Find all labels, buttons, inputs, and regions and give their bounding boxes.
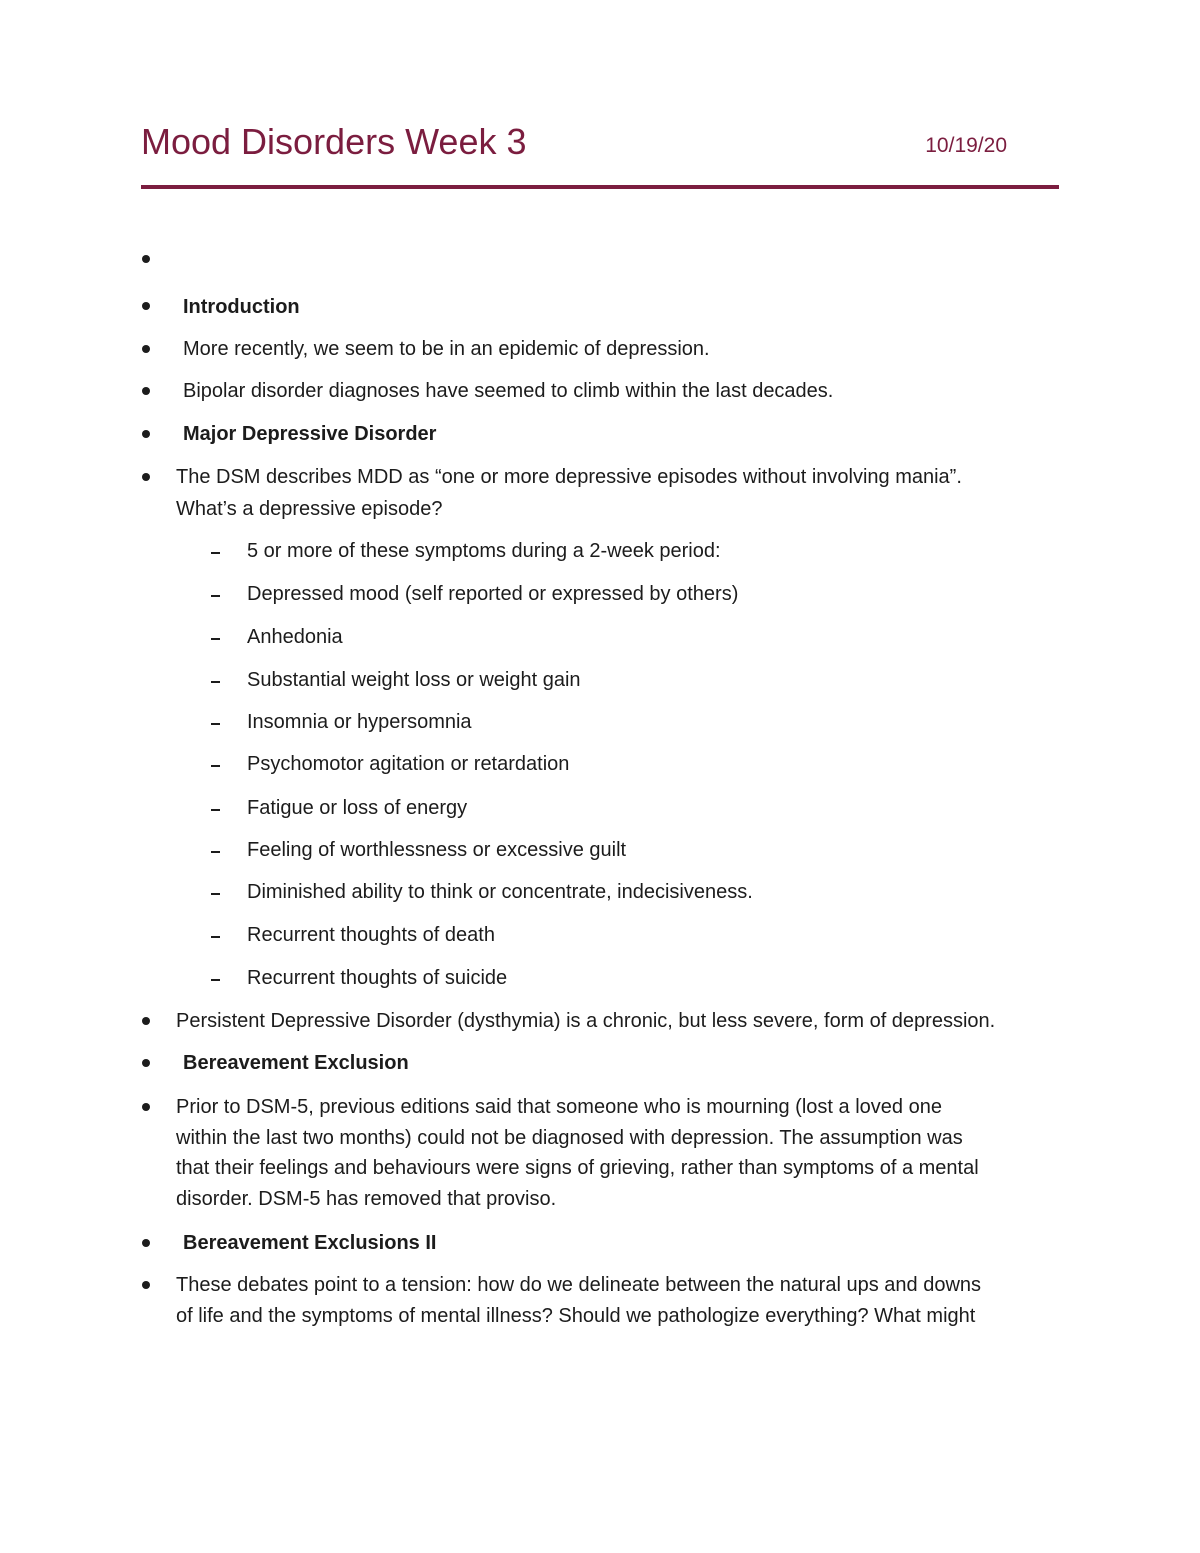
list-item-text-line: These debates point to a tension: how do we delineate between the natural ups and downs	[176, 1274, 982, 1296]
bullet-icon	[142, 1017, 150, 1025]
dash-icon	[211, 979, 220, 981]
symptom-text: 5 or more of these symptoms during a 2-week period:	[247, 540, 721, 562]
symptom-text: Recurrent thoughts of suicide	[247, 967, 508, 989]
symptom-text: Depressed mood (self reported or expressed by others)	[247, 583, 739, 605]
list-item-text-line: of life and the symptoms of mental illness? Should we pathologize everything? What might	[176, 1305, 976, 1327]
symptom-text: Fatigue or loss of energy	[247, 797, 468, 819]
symptom-text: Feeling of worthlessness or excessive guilt	[247, 839, 627, 861]
section-heading-introduction: Introduction	[183, 296, 300, 318]
list-item-text-line: within the last two months) could not be diagnosed with depression. The assumption was	[176, 1127, 963, 1149]
bullet-icon	[142, 302, 150, 310]
symptom-text: Recurrent thoughts of death	[247, 924, 495, 946]
bullet-icon	[142, 473, 150, 481]
dash-icon	[211, 723, 220, 725]
bullet-icon	[142, 255, 150, 263]
bullet-icon	[142, 345, 150, 353]
section-heading-bereavement-ii: Bereavement Exclusions II	[183, 1232, 437, 1254]
document-header	[141, 118, 1059, 168]
list-item-text-line: The DSM describes MDD as “one or more depressive episodes without involving mania”.	[176, 466, 962, 488]
dash-icon	[211, 936, 220, 938]
dash-icon	[211, 851, 220, 853]
dash-icon	[211, 765, 220, 767]
page-title: Mood Disorders Week 3	[141, 121, 527, 162]
symptom-text: Anhedonia	[247, 626, 343, 648]
bullet-icon	[142, 1239, 150, 1247]
list-item-text-line: Prior to DSM-5, previous editions said that someone who is mourning (lost a loved one	[176, 1096, 942, 1118]
dash-icon	[211, 893, 220, 895]
dash-icon	[211, 809, 220, 811]
dash-icon	[211, 638, 220, 640]
list-item-text: More recently, we seem to be in an epidemic of depression.	[183, 338, 710, 360]
symptom-text: Substantial weight loss or weight gain	[247, 669, 581, 691]
bullet-icon	[142, 1059, 150, 1067]
bullet-icon	[142, 1103, 150, 1111]
document-date: 10/19/20	[925, 134, 1007, 157]
symptom-text: Diminished ability to think or concentrate, indecisiveness.	[247, 881, 753, 903]
bullet-icon	[142, 1281, 150, 1289]
section-heading-bereavement: Bereavement Exclusion	[183, 1052, 409, 1074]
dash-icon	[211, 595, 220, 597]
symptom-text: Insomnia or hypersomnia	[247, 711, 472, 733]
list-item-text-line: disorder. DSM-5 has removed that proviso.	[176, 1188, 557, 1210]
dash-icon	[211, 552, 220, 554]
bullet-icon	[142, 387, 150, 395]
section-heading-mdd: Major Depressive Disorder	[183, 423, 437, 445]
bullet-icon	[142, 430, 150, 438]
list-item-text-line: that their feelings and behaviours were signs of grieving, rather than symptoms of a mental	[176, 1157, 979, 1179]
list-item-text-line: What’s a depressive episode?	[176, 498, 443, 520]
list-item-text: Bipolar disorder diagnoses have seemed to climb within the last decades.	[183, 380, 834, 402]
dash-icon	[211, 681, 220, 683]
symptom-text: Psychomotor agitation or retardation	[247, 753, 570, 775]
header-divider	[141, 185, 1059, 189]
list-item-text: Persistent Depressive Disorder (dysthymia) is a chronic, but less severe, form of depression.	[176, 1010, 996, 1032]
